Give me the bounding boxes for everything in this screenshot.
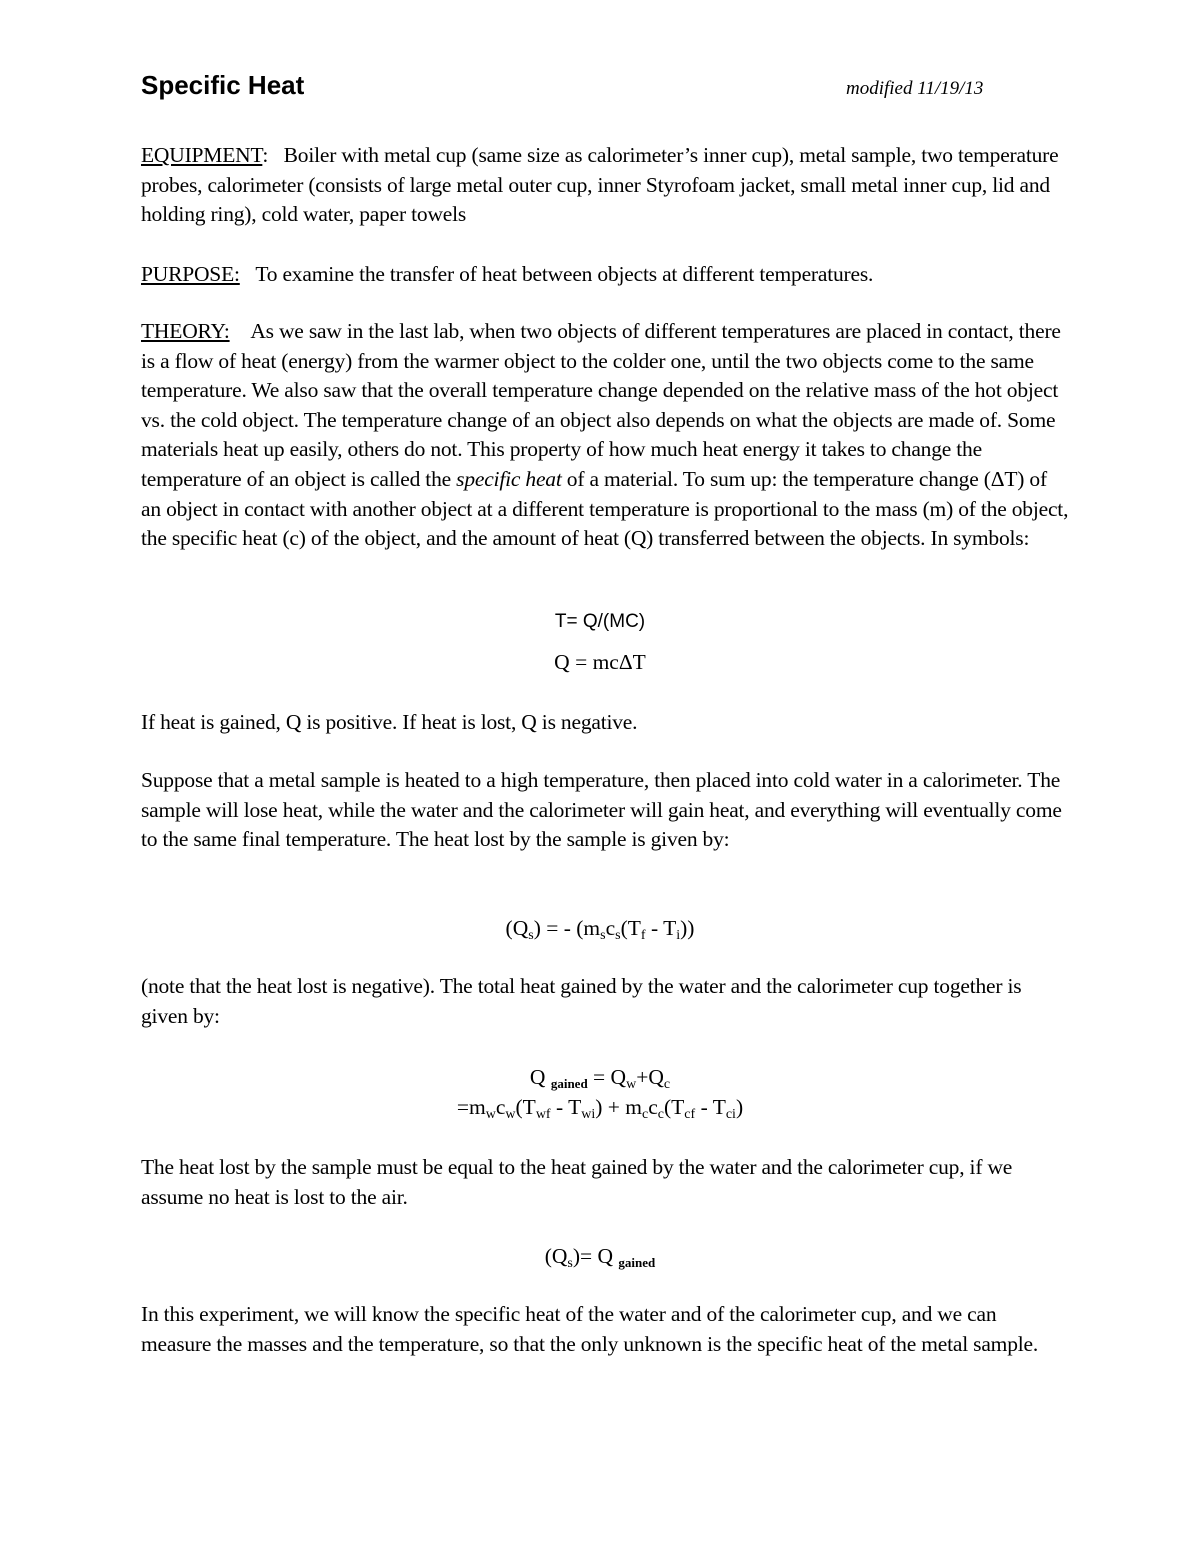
equation-heat-lost: $(Q_s)$ = - $(m_sc_s(T_f - T_i))$ bbox=[505, 916, 695, 943]
theory-section bbox=[141, 317, 1071, 554]
heat-lost-paragraph: The heat lost by the sample must be equal to the heat gained by the water and the calorimeter cup, if we assume no heat is lost to the air. bbox=[141, 1155, 1013, 1209]
theory-text-before: As we saw in the last lab, when two objects of different temperatures are placed in contact, there is a flow of heat (energy) from the warmer object to the colder one, until the two objects come to the same temperature. We also saw that the overall temperature change depended on the relative mass of the hot object vs. the cold object. The temperature change of an object also depends on what the objects are made of. Some materials heat up easily, others do not. This property of how much heat energy it takes to change the temperature of an object is called the bbox=[141, 319, 1061, 491]
equipment-label: EQUIPMENT bbox=[141, 143, 263, 167]
purpose-label: PURPOSE: bbox=[141, 262, 240, 286]
purpose-text: To examine the transfer of heat between objects at different temperatures. bbox=[255, 262, 874, 286]
suppose-paragraph: Suppose that a metal sample is heated to a high temperature, then placed into cold water in a calorimeter. The sample will lose heat, while the water and the calorimeter will gain heat, and everything will eventually come to the same final temperature. The heat lost by the sample is given by: bbox=[141, 768, 1062, 852]
equipment-colon: : bbox=[262, 143, 269, 167]
equation-heat-gained-expanded: $=m_wc_w(T_{wf} - T_{wi}) + m_cc_c(T_{cf} - T_{ci})$ bbox=[456, 1095, 744, 1122]
theory-label: THEORY: bbox=[141, 319, 230, 343]
note-paragraph: (note that the heat lost is negative). The total heat gained by the water and the calorimeter cup together is given by: bbox=[141, 974, 1022, 1028]
equation-balance: $(Q_s)= Q$ gained bbox=[544, 1244, 656, 1271]
modified-date: modified 11/19/13 bbox=[846, 78, 984, 99]
conclusion-paragraph: In this experiment, we will know the specific heat of the water and of the calorimeter cup, and we can measure the masses and the temperature, so that the only unknown is the specific heat of the metal sample. bbox=[141, 1302, 1039, 1356]
equipment-text: Boiler with metal cup (same size as calorimeter’s inner cup), metal sample, two temperature probes, calorimeter (consists of large metal outer cup, inner Styrofoam jacket, small metal inner cup, lid and holding ring), cold water, paper towels bbox=[141, 143, 1059, 227]
purpose-section bbox=[141, 260, 1071, 290]
theory-emphasis: specific heat bbox=[456, 466, 562, 491]
page-title: Specific Heat bbox=[141, 70, 305, 100]
sign-rule-paragraph: If heat is gained, Q is positive. If heat is lost, Q is negative. bbox=[141, 710, 638, 734]
equation-heat: Q = mcΔT bbox=[554, 650, 646, 674]
equation-temperature: T= Q/(MC) bbox=[554, 611, 646, 632]
theory-text-after: of a material. To sum up: the temperature change (ΔT) of an object in contact with another object at a different temperature is proportional to the mass (m) of the object, the specific heat (c) of the object, and the amount of heat (Q) transferred between the objects. In symbols: bbox=[141, 466, 1069, 551]
equipment-section bbox=[141, 141, 1071, 230]
equation-heat-gained: Q gained = $Q_w+Q_c$ bbox=[529, 1065, 671, 1092]
